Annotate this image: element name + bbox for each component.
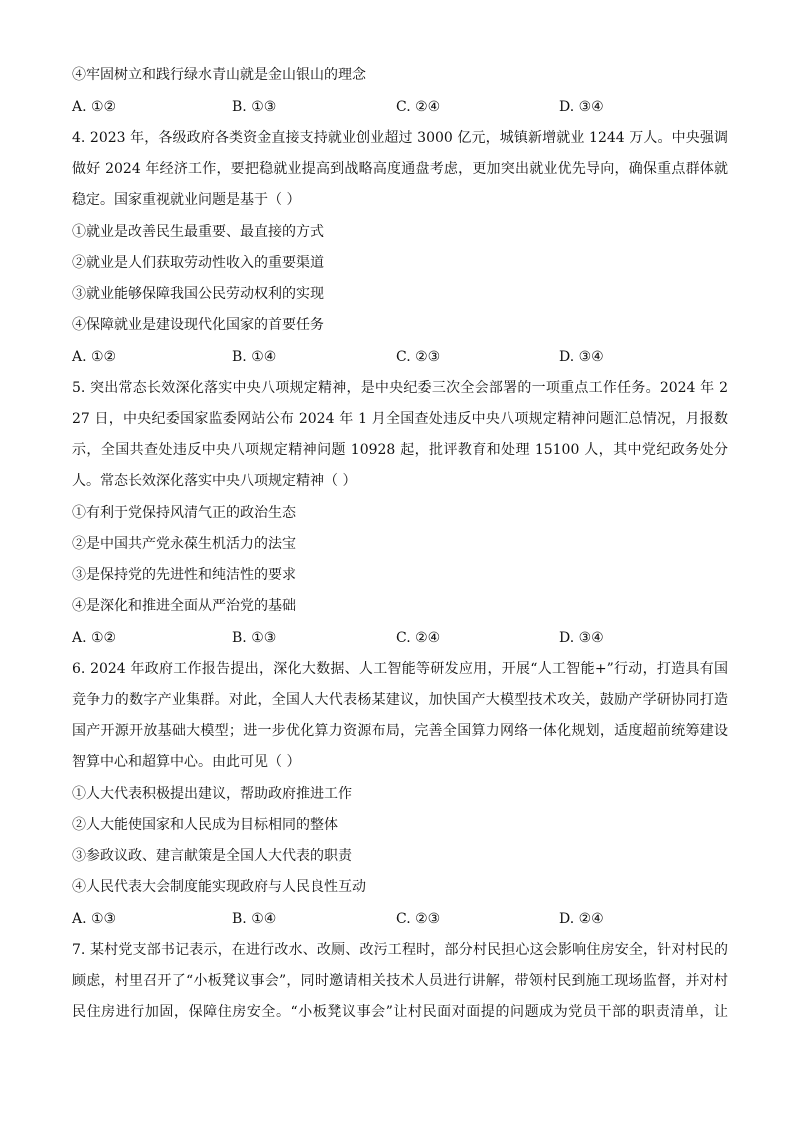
q6-item-1: ①人大代表积极提出建议，帮助政府推进工作 (72, 786, 352, 802)
q4-item-3: ③就业能够保障我国公民劳动权利的实现 (72, 286, 324, 302)
q5-stem-line-1: 5. 突出常态长效深化落实中央八项规定精神，是中央纪委三次全会部署的一项重点工作任务。2024 年 2 (72, 380, 728, 396)
q3-option-a: A. ①② (72, 99, 117, 115)
q6-options (72, 909, 728, 929)
q6-stem-line-2: 竞争力的数字产业集群。对此，全国人大代表杨某建议，加快国产大模型技术攻关，鼓励产学研协同打造 (72, 692, 728, 708)
q3-option-c: C. ②④ (396, 99, 441, 115)
q4-option-d: D. ③④ (559, 349, 604, 365)
q3-option-b: B. ①③ (232, 99, 277, 115)
q6-option-c: C. ②③ (396, 911, 441, 927)
q6-item-4: ④人民代表大会制度能实现政府与人民良性互动 (72, 879, 366, 895)
q6-option-a: A. ①③ (72, 911, 117, 927)
q5-item-1: ①有利于党保持风清气正的政治生态 (72, 505, 296, 521)
q5-stem-line-3: 示，全国共查处违反中央八项规定精神问题 10928 起，批评教育和处理 15100 人，其中党纪政务处分 (72, 442, 728, 458)
q6-item-3: ③参政议政、建言献策是全国人大代表的职责 (72, 848, 352, 864)
q7-stem-line-1: 7. 某村党支部书记表示，在进行改水、改厕、改污工程时，部分村民担心这会影响住房安全，针对村民的 (72, 942, 728, 958)
q5-options (72, 628, 728, 648)
q5-item-2: ②是中国共产党永葆生机活力的法宝 (72, 536, 296, 552)
q4-option-b: B. ①④ (232, 349, 277, 365)
q3-option-d: D. ③④ (559, 99, 604, 115)
q4-item-4: ④保障就业是建设现代化国家的首要任务 (72, 317, 324, 333)
q4-stem-line-3: 稳定。国家重视就业问题是基于（ ） (72, 192, 301, 208)
q5-option-d: D. ③④ (559, 630, 604, 646)
q5-option-c: C. ②④ (396, 630, 441, 646)
q6-option-d: D. ②④ (559, 911, 604, 927)
q4-option-c: C. ②③ (396, 349, 441, 365)
q5-stem-line-4: 人。常态长效深化落实中央八项规定精神（ ） (72, 473, 357, 489)
q4-item-2: ②就业是人们获取劳动性收入的重要渠道 (72, 255, 324, 271)
q7-stem-line-3: 民住房进行加固，保障住房安全。“小板凳议事会”让村民面对面提的问题成为党员干部的职责清单，让 (72, 1004, 728, 1020)
q5-stem-line-2: 27 日，中央纪委国家监委网站公布 2024 年 1 月全国查处违反中央八项规定精神问题汇总情况，月报数 (72, 411, 728, 427)
q6-stem-line-3: 国产开源开放基础大模型；进一步优化算力资源布局，完善全国算力网络一体化规划，适度超前统筹建设 (72, 723, 728, 739)
q3-options (72, 97, 728, 117)
q4-stem-line-2: 做好 2024 年经济工作，要把稳就业提高到战略高度通盘考虑，更加突出就业优先导向，确保重点群体就 (72, 161, 728, 177)
q4-options (72, 347, 728, 367)
q5-item-3: ③是保持党的先进性和纯洁性的要求 (72, 567, 296, 583)
q6-stem-line-1: 6. 2024 年政府工作报告提出，深化大数据、人工智能等研发应用，开展“人工智能+”行动，打造具有国 (72, 661, 728, 677)
q3-item-4: ④牢固树立和践行绿水青山就是金山银山的理念 (72, 67, 366, 83)
q6-option-b: B. ①④ (232, 911, 277, 927)
q6-item-2: ②人大能使国家和人民成为目标相同的整体 (72, 817, 338, 833)
q5-item-4: ④是深化和推进全面从严治党的基础 (72, 598, 296, 614)
q5-option-a: A. ①② (72, 630, 117, 646)
q6-stem-line-4: 智算中心和超算中心。由此可见（ ） (72, 754, 301, 770)
q5-option-b: B. ①③ (232, 630, 277, 646)
q4-stem-line-1: 4. 2023 年，各级政府各类资金直接支持就业创业超过 3000 亿元，城镇新增就业 1244 万人。中央强调 (72, 130, 728, 146)
q4-item-1: ①就业是改善民生最重要、最直接的方式 (72, 224, 324, 240)
q4-option-a: A. ①② (72, 349, 117, 365)
q7-stem-line-2: 顾虑，村里召开了“小板凳议事会”，同时邀请相关技术人员进行讲解，带领村民到施工现场监督，并对村 (72, 973, 728, 989)
